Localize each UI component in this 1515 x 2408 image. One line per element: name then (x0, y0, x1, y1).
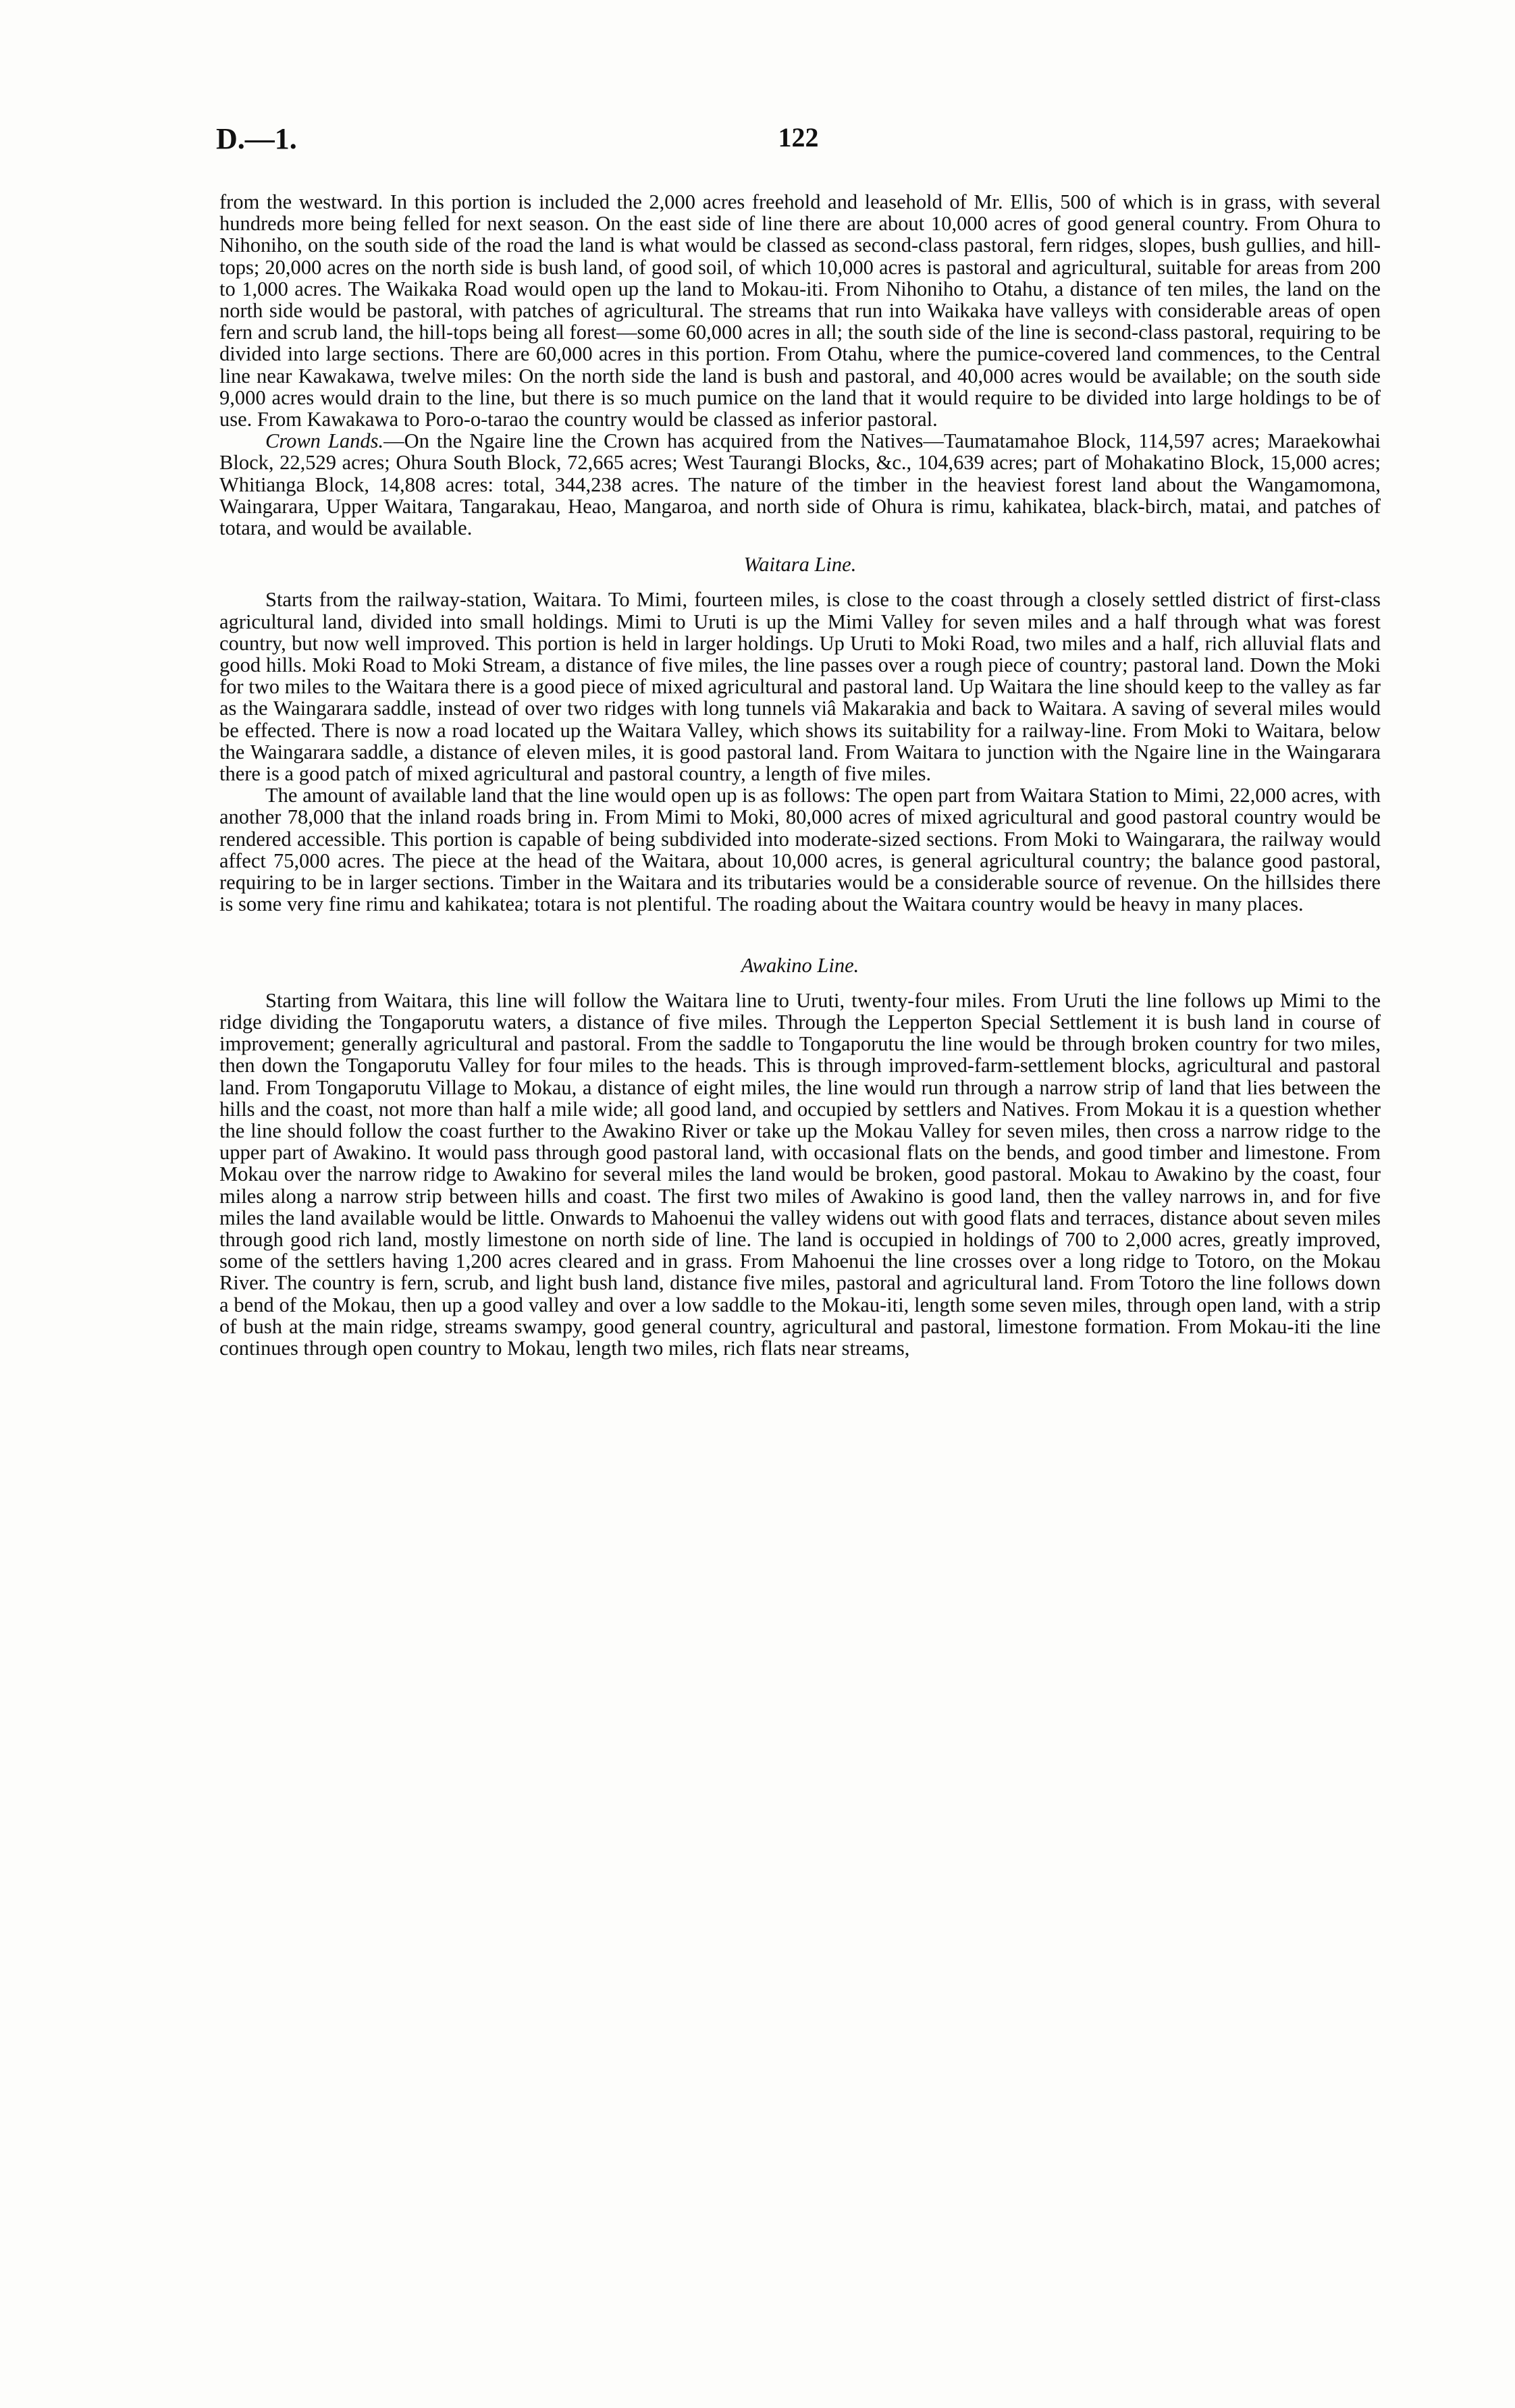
section-heading-awakino: Awakino Line. (741, 953, 859, 977)
page-number: 122 (778, 122, 819, 153)
crown-lands-text: —On the Ngaire line the Crown has acquired from the Natives—Taumatamahoe Block, 114,597 acres; Maraekowhai Block, 22,529 acres; Ohura South Block, 72,665 acres; West Taurangi Blocks, &c., 104,639 acres; part of Mohakatino Block, 15,000 acres; Whitianga Block, 14,808 acres: total, 344,238 acres. The nature of the timber in the heaviest forest land about the Wangamomona, Waingarara, Upper Waitara, Tangarakau, Heao, Mangaroa, and north side of Ohura is rimu, kahikatea, black-birch, matai, and patches of totara, and would be available. (219, 429, 1381, 540)
paragraph-waitara-land: The amount of available land that the line would open up is as follows: The open part from Waitara Station to Mimi, 22,000 acres, with another 78,000 that the inland roads bring in. From Mimi to Moki, 80,000 acres of mixed agricultural and good pastoral country would be rendered accessible. This portion is capable of being subdivided into moderate-sized sections. From Moki to Waingarara, the railway would affect 75,000 acres. The piece at the head of the Waitara, about 10,000 acres, is general agricultural country; the balance good pastoral, requiring to be in larger sections. Timber in the Waitara and its tributaries would be a considerable source of revenue. On the hillsides there is some very fine rimu and kahikatea; totara is not plentiful. The roading about the Waitara country would be heavy in many places. (219, 784, 1381, 916)
crown-lands-lead: Crown Lands. (265, 429, 384, 453)
page-header (216, 122, 1381, 162)
paragraph-awakino-route: Starting from Waitara, this line will follow the Waitara line to Uruti, twenty-four miles. From Uruti the line follows up Mimi to the ridge dividing the Tongaporutu waters, a distance of five miles. Through the Lepperton Special Settlement it is bush land in course of improvement; generally agricultural and pastoral. From the saddle to Tongaporutu the line would be through broken country for two miles, then down the Tongaporutu Valley for four miles to the heads. This is through improved-farm-settlement blocks, agricultural and pastoral land. From Tongaporutu Village to Mokau, a distance of eight miles, the line would run through a narrow strip of land that lies between the hills and the coast, not more than half a mile wide; all good land, and occupied by settlers and Natives. From Mokau it is a question whether the line should follow the coast further to the Awakino River or take up the Mokau Valley for seven miles, then cross a narrow ridge to the upper part of Awakino. It would pass through good pastoral land, with occasional flats on the bends, and good timber and limestone. From Mokau over the narrow ridge to Awakino for several miles the land would be broken, good pastoral. Mokau to Awakino by the coast, four miles along a narrow strip between hills and coast. The first two miles of Awakino is good land, then the valley narrows in, and for five miles the land available would be little. Onwards to Mahoenui the valley widens out with good flats and terraces, distance about seven miles through good rich land, mostly limestone on north side of line. The land is occupied in holdings of 700 to 2,000 acres, greatly improved, some of the settlers having 1,200 acres cleared and in grass. From Mahoenui the line crosses over a long ridge to Totoro, on the Mokau River. The country is fern, scrub, and light bush land, distance five miles, pastoral and agricultural land. From Totoro the line follows down a bend of the Mokau, then up a good valley and over a low saddle to the Mokau-iti, length some seven miles, through open land, with a strip of bush at the main ridge, streams swampy, good general country, agricultural and pastoral, limestone formation. From Mokau-iti the line continues through open country to Mokau, length two miles, rich flats near streams, (219, 988, 1381, 1360)
document-code: D.—1. (216, 122, 297, 155)
paragraph-crown-lands (219, 430, 1381, 539)
body-text (219, 191, 1381, 1359)
paragraph-waitara-route: Starts from the railway-station, Waitara. To Mimi, fourteen miles, is close to the coast through a closely settled district of first-class agricultural land, divided into small holdings. Mimi to Uruti is up the Mimi Valley for seven miles and a half through what was forest country, but now well improved. This portion is held in larger holdings. Up Uruti to Moki Road, two miles and a half, rich alluvial flats and good hills. Moki Road to Moki Stream, a distance of five miles, the line passes over a rough piece of country; pastoral land. Down the Moki for two miles to the Waitara there is a good piece of mixed agricultural and pastoral land. Up Waitara the line should keep to the valley as far as the Waingarara saddle, instead of over two ridges with long tunnels viâ Makarakia and back to Waitara. A saving of several miles would be effected. There is now a road located up the Waitara Valley, which shows its suitability for a railway-line. From Moki to Waitara, below the Waingarara saddle, a distance of eleven miles, it is good pastoral land. From Waitara to junction with the Ngaire line in the Waingarara there is a good patch of mixed agricultural and pastoral country, a length of five miles. (219, 588, 1381, 786)
paragraph-ngaire-continuation: from the westward. In this portion is included the 2,000 acres freehold and leasehold of Mr. Ellis, 500 of which is in grass, with several hundreds more being felled for next season. On the east side of line there are about 10,000 acres of good general country. From Ohura to Nihoniho, on the south side of the road the land is what would be classed as second-class pastoral, fern ridges, slopes, bush gullies, and hill-tops; 20,000 acres on the north side is bush land, of good soil, of which 10,000 acres is pastoral and agricultural, suitable for areas from 200 to 1,000 acres. The Waikaka Road would open up the land to Mokau-iti. From Nihoniho to Otahu, a distance of ten miles, the land on the north side would be pastoral, with patches of agricultural. The streams that run into Waikaka have valleys with considerable areas of open fern and scrub land, the hill-tops being all forest—some 60,000 acres in all; the south side of the line is second-class pastoral, requiring to be divided into large sections. There are 60,000 acres in this portion. From Otahu, where the pumice-covered land commences, to the Central line near Kawakawa, twelve miles: On the north side the land is bush and pastoral, and 40,000 acres would be available; on the south side 9,000 acres would drain to the line, but there is so much pumice on the land that it would require to be divided into large holdings to be of use. From Kawakawa to Poro-o-tarao the country would be classed as inferior pastoral. (219, 190, 1381, 431)
section-heading-waitara: Waitara Line. (743, 553, 857, 577)
